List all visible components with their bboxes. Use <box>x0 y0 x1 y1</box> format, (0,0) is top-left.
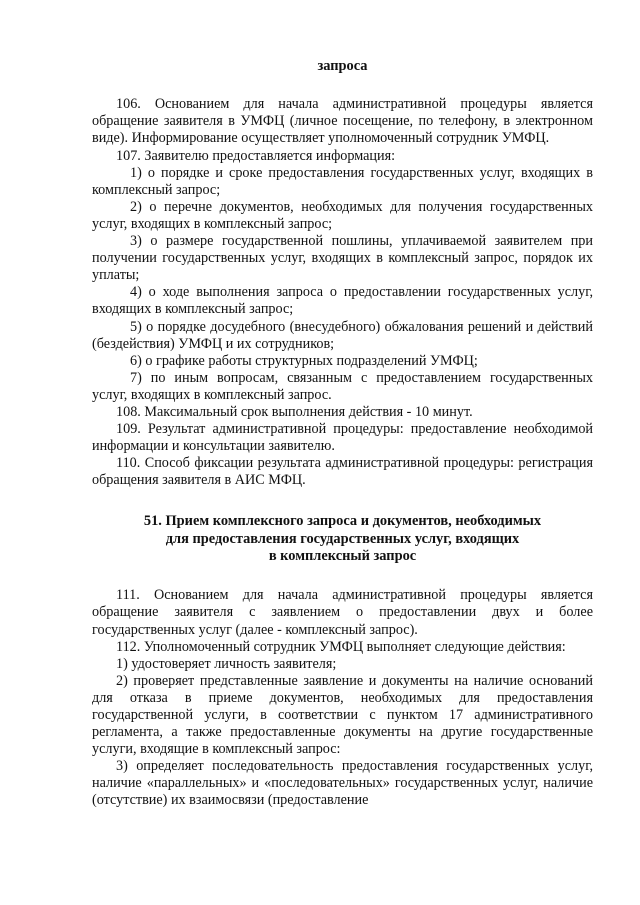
heading-line-3: в комплексный запрос <box>268 548 417 565</box>
heading-line-1: 51. Прием комплексного запроса и документов, необходимых <box>143 513 542 530</box>
paragraph: 107. Заявителю предоставляется информация: <box>116 147 396 164</box>
continued-title: запроса <box>317 58 368 74</box>
section-complex-request <box>92 587 593 809</box>
paragraph: 111. Основанием для начала административной процедуры является обращение заявителя с заявлением о предоставлении двух и более государственных услуг (далее - комплексный запрос). <box>92 587 593 638</box>
paragraph: 110. Способ фиксации результата административной процедуры: регистрация обращения заявителя в АИС МФЦ. <box>92 455 593 489</box>
paragraph: 108. Максимальный срок выполнения действия - 10 минут. <box>116 403 473 420</box>
paragraph: 3) о размере государственной пошлины, уплачиваемой заявителем при получении государственных услуг, входящих в комплексный запрос, порядок их уплаты; <box>92 233 593 284</box>
paragraph: 7) по иным вопросам, связанным с предоставлением государственных услуг, входящих в комплексный запрос. <box>92 369 593 403</box>
heading-line-2: для предоставления государственных услуг, входящих <box>165 530 520 547</box>
paragraph: 2) проверяет представленные заявление и документы на наличие оснований для отказа в приеме документов, необходимых для предоставления государственной услуги, в соответствии с пунктом 17 административного регламента, а также предоставленные документы на другие государственные услуги, входящие в комплексный запрос: <box>92 672 593 758</box>
paragraph: 6) о графике работы структурных подразделений УМФЦ; <box>130 352 478 369</box>
section-heading <box>92 513 593 565</box>
document-page <box>92 58 593 810</box>
paragraph: 109. Результат административной процедуры: предоставление необходимой информации и консультации заявителю. <box>92 421 593 455</box>
paragraph: 106. Основанием для начала административной процедуры является обращение заявителя в УМФЦ (личное посещение, по телефону, в электронном виде). Информирование осуществляет уполномоченный сотрудник УМФЦ. <box>92 96 593 147</box>
paragraph: 112. Уполномоченный сотрудник УМФЦ выполняет следующие действия: <box>116 638 566 655</box>
paragraph: 3) определяет последовательность предоставления государственных услуг, наличие «параллельных» и «последовательных» государственных услуг, наличие (отсутствие) их взаимосвязи (предоставление <box>92 758 593 809</box>
paragraph: 1) удостоверяет личность заявителя; <box>116 655 337 672</box>
paragraph: 5) о порядке досудебного (внесудебного) обжалования решений и действий (бездействия) УМФЦ и их сотрудников; <box>92 318 593 352</box>
section-informing <box>92 96 593 489</box>
paragraph: 4) о ходе выполнения запроса о предоставлении государственных услуг, входящих в комплексный запрос; <box>92 284 593 318</box>
paragraph: 2) о перечне документов, необходимых для получения государственных услуг, входящих в комплексный запрос; <box>92 198 593 232</box>
paragraph: 1) о порядке и сроке предоставления государственных услуг, входящих в комплексный запрос; <box>92 164 593 198</box>
